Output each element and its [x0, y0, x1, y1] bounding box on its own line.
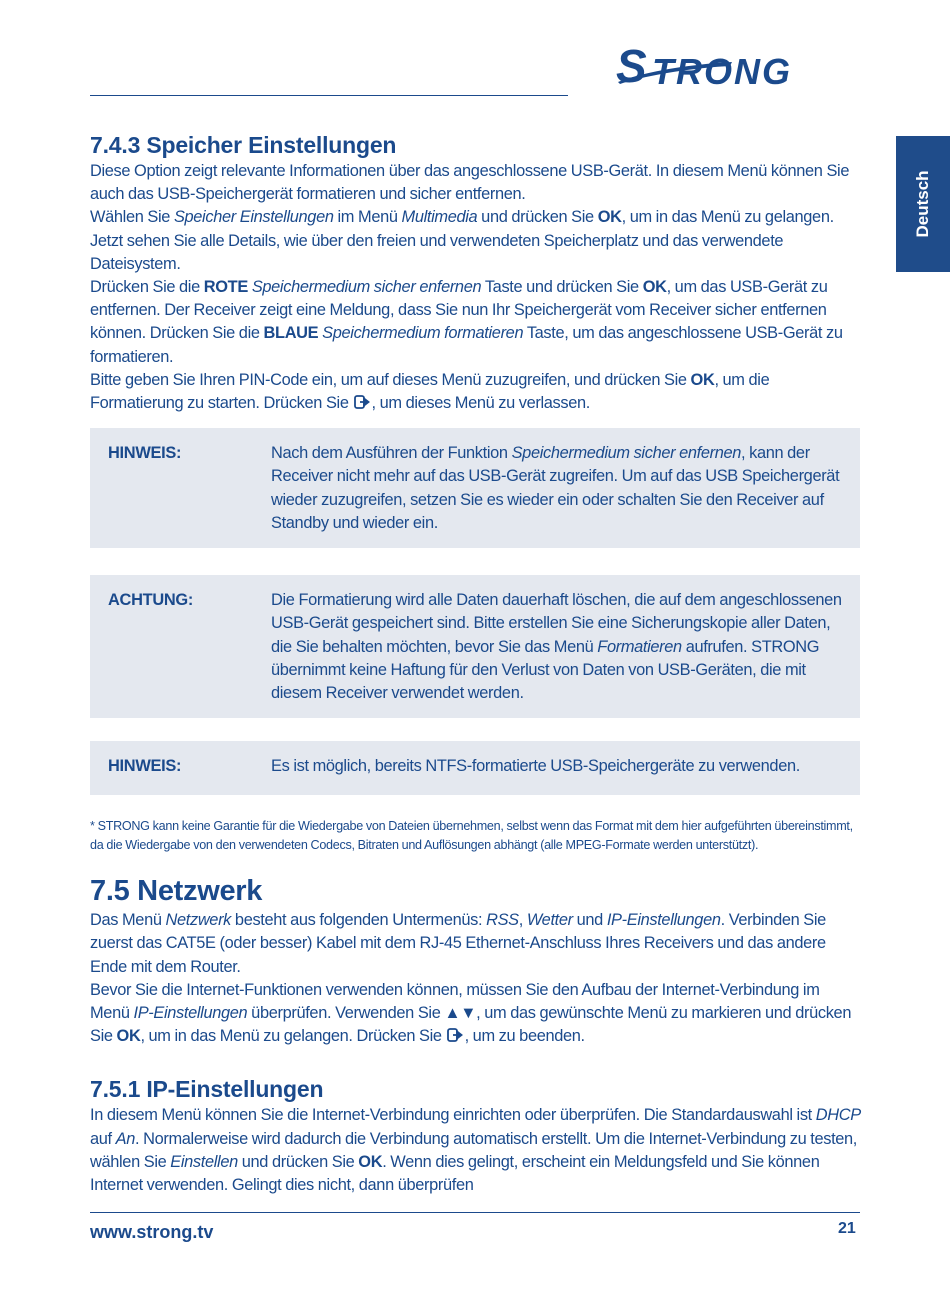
page-content [90, 130, 862, 1197]
note-text: Nach dem Ausführen der Funktion Speichermedium sicher enfernen, kann der Receiver nicht mehr auf das USB-Gerät zugreifen. Um auf das USB Speichergerät wieder zuzugreifen, setzen Sie es wieder ein oder schalten Sie den Receiver auf Standby und wieder ein. [271, 444, 840, 532]
note-box-hinweis [90, 428, 860, 548]
paragraph: In diesem Menü können Sie die Internet-Verbindung einrichten oder überprüfen. Die Standardauswahl ist DHCP auf An. Normalerweise wird dadurch die Verbindung automatisch erstellt. Um die Internet-Verbindung zu testen, wählen Sie Einstellen und drücken Sie OK. Wenn dies gelingt, erscheint ein Meldungsfeld und Sie können Internet verwenden. Gelingt dies nicht, dann überprüfen [90, 1106, 861, 1195]
language-tab-label: Deutsch [913, 170, 932, 238]
note-label: HINWEIS: [108, 757, 182, 776]
strong-logo [612, 42, 862, 94]
section-title-7-4-3: 7.4.3 Speicher Einstellungen [90, 132, 397, 158]
footer-rule [90, 1212, 860, 1213]
paragraph: Bevor Sie die Internet-Funktionen verwenden können, müssen Sie den Aufbau der Internet-Verbindung im Menü IP-Einstellungen überprüfen. Verwenden Sie ▲▼, um das gewünschte Menü zu markieren und drücken Sie OK, um in das Menü zu gelangen. Drücken Sie , um zu beenden. [90, 980, 852, 1046]
footer-url[interactable]: www.strong.tv [90, 1222, 214, 1242]
note-label: HINWEIS: [108, 444, 182, 463]
paragraph: Wählen Sie Speicher Einstellungen im Menü Multimedia und drücken Sie OK, um in das Menü zu gelangen. Jetzt sehen Sie alle Details, wie über den freien und verwendeten Speicherplatz und das verwendete Dateisystem. [90, 208, 834, 273]
exit-icon [354, 395, 371, 409]
exit-icon [447, 1028, 464, 1042]
section-title-7-5: 7.5 Netzwerk [90, 875, 263, 908]
paragraph: Das Menü Netzwerk besteht aus folgenden Untermenüs: RSS, Wetter und IP-Einstellungen. Verbinden Sie zuerst das CAT5E (oder besser) Kabel mit dem RJ-45 Ethernet-Anschluss Ihres Receivers und das andere Ende mit dem Router. [90, 911, 826, 976]
language-tab[interactable] [896, 136, 950, 272]
note-text: Die Formatierung wird alle Daten dauerhaft löschen, die auf dem angeschlossenen USB-Gerät gespeichert sind. Bitte erstellen Sie eine Sicherungskopie aller Daten, die Sie behalten möchten, bevor Sie das Menü Formatieren aufrufen. STRONG übernimmt keine Haftung für den Verlust von Daten von USB-Geräten, die mit diesem Receiver verwendet werden. [271, 591, 842, 703]
note-box-achtung [90, 575, 860, 718]
section-title-7-5-1: 7.5.1 IP-Einstellungen [90, 1076, 324, 1103]
paragraph: Bitte geben Sie Ihren PIN-Code ein, um auf dieses Menü zuzugreifen, und drücken Sie OK, um die Formatierung zu starten. Drücken Sie , um dieses Menü zu verlassen. [90, 370, 770, 413]
paragraph: Diese Option zeigt relevante Informationen über das angeschlossene USB-Gerät. In diesem Menü können Sie auch das USB-Speichergerät formatieren und sicher entfernen. [90, 162, 850, 204]
header-rule [90, 95, 568, 96]
paragraph: Drücken Sie die ROTE Speichermedium sicher enfernen Taste und drücken Sie OK, um das USB-Gerät zu entfernen. Der Receiver zeigt eine Meldung, dass Sie nun Ihr Speichergerät vom Receiver sicher entfernen können. Drücken Sie die BLAUE Speichermedium formatieren Taste, um das angeschlossene USB-Gerät zu formatieren. [90, 278, 843, 366]
note-text: Es ist möglich, bereits NTFS-formatierte USB-Speichergeräte zu verwenden. [271, 757, 800, 776]
svg-text:S: S [616, 42, 648, 92]
page-number: 21 [838, 1220, 856, 1237]
footnote [90, 817, 862, 855]
footnote-text: * STRONG kann keine Garantie für die Wiedergabe von Dateien übernehmen, selbst wenn das Format mit dem hier aufgeführten übereinstimmt, da die Wiedergabe von den verwendeten Codecs, Bitraten und Auflösungen abhängt (alle MPEG-Formate werden unterstützt). [90, 819, 853, 853]
up-down-arrows-icon: ▲▼ [444, 1004, 477, 1023]
note-box-hinweis-ntfs [90, 741, 860, 795]
svg-text:TRONG: TRONG [652, 51, 792, 92]
note-label: ACHTUNG: [108, 591, 194, 610]
